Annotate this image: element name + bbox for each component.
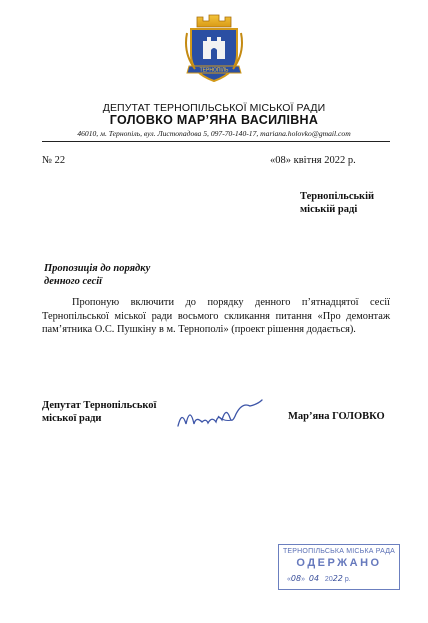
addressee-line: міській раді <box>300 204 358 215</box>
stamp-year-suffix: 22 <box>332 574 343 583</box>
subject-line: Пропозиція до порядку <box>44 263 151 274</box>
signer-position-line: Депутат Тернопільської <box>42 400 157 411</box>
signer-name: Мар’яна ГОЛОВКО <box>288 411 385 422</box>
subject-block <box>44 262 150 288</box>
coat-of-arms-logo <box>183 13 245 83</box>
signer-position <box>42 399 156 425</box>
document-number: № 22 <box>42 155 66 166</box>
subject-line: денного сесії <box>44 276 103 287</box>
received-stamp <box>278 544 400 590</box>
stamp-month: 04 <box>308 574 320 583</box>
signer-position-line: міської ради <box>42 413 102 424</box>
body-paragraph: Пропоную включити до порядку денного п’ятнадцятої сесії Тернопільської міської ради восьмого скликання питання «Про демонтаж пам’ятника О.С. Пушкіну в м. Тернополі» (проект рішення додається). <box>42 297 390 335</box>
document-date: «08» квітня 2022 р. <box>270 155 356 166</box>
letterhead-divider <box>42 141 390 142</box>
letterhead-title: ДЕПУТАТ ТЕРНОПІЛЬСЬКОЇ МІСЬКОЇ РАДИ <box>102 102 326 114</box>
stamp-received: ОДЕРЖАНО <box>296 557 382 569</box>
handwritten-signature <box>172 396 272 436</box>
stamp-year-prefix: 20 <box>324 576 333 583</box>
addressee-line: Тернопільській <box>300 191 375 202</box>
stamp-year-end: р. <box>344 576 351 583</box>
letterhead-name: ГОЛОВКО МАР’ЯНА ВАСИЛІВНА <box>109 113 319 127</box>
stamp-org: ТЕРНОПІЛЬСЬКА МІСЬКА РАДА <box>282 548 396 555</box>
stamp-day: 08 <box>290 574 302 583</box>
letterhead-address: 46010, м. Тернопіль, вул. Листопадова 5, 097-70-140-17, mariana.holovko@gmail.com <box>77 129 351 138</box>
stamp-date: «08» 04 2022 р. <box>287 574 351 583</box>
coat-of-arms-text: ТЕРНОПІЛЬ <box>199 67 229 74</box>
addressee-block <box>300 190 374 216</box>
